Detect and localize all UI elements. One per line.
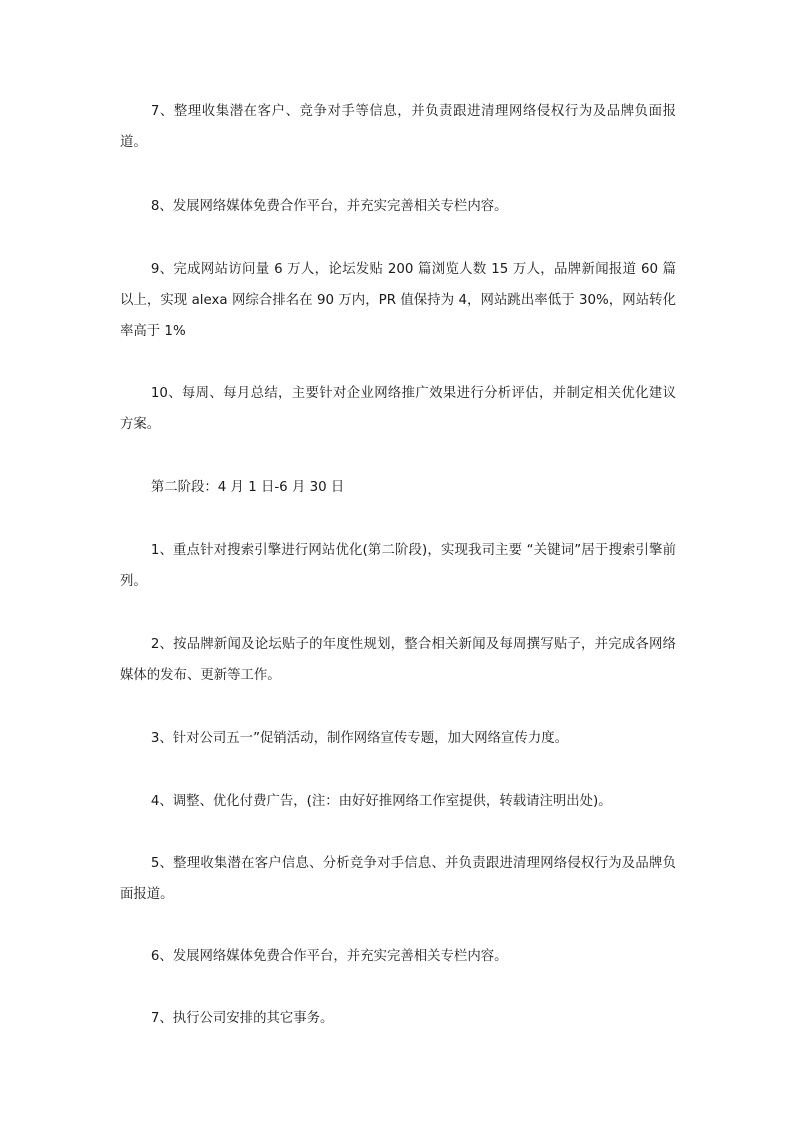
paragraph-item-1: 1、重点针对搜索引擎进行网站优化(第二阶段)，实现我司主要 “关键词”居于搜索引擎前列。: [120, 543, 676, 589]
paragraph-item-5: 5、整理收集潜在客户信息、分析竞争对手信息、并负责跟进清理网络侵权行为及品牌负面报道。: [120, 856, 676, 902]
paragraph-item-7: 7、整理收集潜在客户、竞争对手等信息，并负责跟进清理网络侵权行为及品牌负面报道。: [120, 104, 676, 150]
paragraph-item-7b: 7、执行公司安排的其它事务。: [150, 1011, 334, 1026]
paragraph-item-8: 8、发展网络媒体免费合作平台，并充实完善相关专栏内容。: [150, 199, 508, 214]
paragraph-item-3: 3、针对公司五一”促销活动，制作网络宣传专题，加大网络宣传力度。: [150, 731, 568, 746]
paragraph-item-4: 4、调整、优化付费广告，(注：由好好推网络工作室提供，转载请注明出处)。: [150, 794, 612, 809]
paragraph-item-2: 2、按品牌新闻及论坛贴子的年度性规划，整合相关新闻及每周撰写贴子，并完成各网络媒体的发布、更新等工作。: [120, 637, 676, 683]
paragraph-item-9: 9、完成网站访问量 6 万人，论坛发贴 200 篇浏览人数 15 万人，品牌新闻报道 60 篇以上，实现 alexa 网综合排名在 90 万内，PR 值保持为 4，网站跳出率低于 30%，网站转化率高于 1%: [120, 262, 676, 339]
section-heading-phase-two: 第二阶段：4 月 1 日-6 月 30 日: [150, 480, 345, 495]
paragraph-item-10: 10、每周、每月总结，主要针对企业网络推广效果进行分析评估，并制定相关优化建议方案。: [120, 386, 676, 432]
paragraph-item-6: 6、发展网络媒体免费合作平台，并充实完善相关专栏内容。: [150, 949, 508, 964]
